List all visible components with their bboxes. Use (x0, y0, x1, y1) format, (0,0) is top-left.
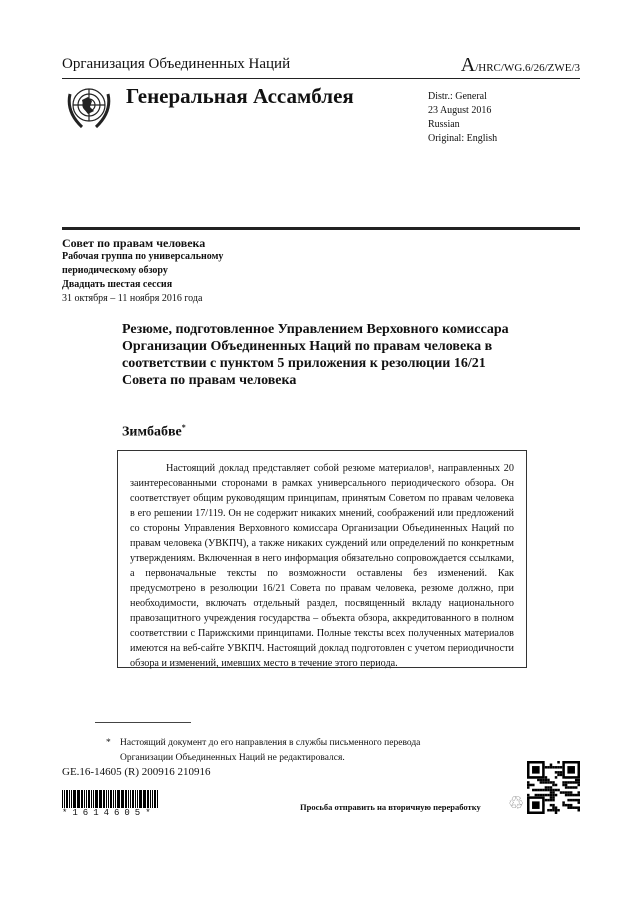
recycle-note: Просьба отправить на вторичную переработку (300, 802, 481, 812)
council-name: Совет по правам человека (62, 236, 206, 250)
footnote-line: Настоящий документ до его направления в службы письменного перевода (120, 738, 421, 748)
recycle-icon: ♲ (508, 793, 525, 813)
un-emblem-icon (64, 82, 114, 132)
original-language-line: Original: English (428, 133, 498, 144)
footnote-line: Организации Объединенных Наций не редактировался. (120, 753, 345, 763)
footnote (106, 736, 420, 766)
document-title: Резюме, подготовленное Управлением Верховного комиссара Организации Объединенных Наций по правам человека в соответствии с пунктом 5 приложения к резолюции 16/21 Совета по правам человека (122, 322, 509, 388)
barcode-number: *1614605* (62, 808, 156, 818)
symbol-prefix: A (460, 54, 476, 76)
country-heading (122, 423, 186, 441)
language-line: Russian (428, 119, 460, 130)
distribution-info (428, 90, 497, 146)
date-line: 23 August 2016 (428, 105, 492, 116)
symbol-code: /HRC/WG.6/26/ZWE/3 (475, 62, 580, 74)
session-dates: 31 октября – 11 ноября 2016 года (62, 293, 203, 304)
body-title: Генеральная Ассамблея (126, 84, 354, 108)
document-symbol (461, 54, 580, 77)
thick-rule (62, 227, 580, 230)
summary-box: Настоящий доклад представляет собой резюме материалов¹, направленных 20 заинтересованными сторонами в рамках универсального периодического обзора. Он соответствует общим руководящим принципам, принятым Советом по правам человека в его решении 17/119. Он не содержит никаких мнений, соображений или предложений со стороны Управления Верховного комиссара Организации Объединенных Наций по правам человека (УВКПЧ), а также никаких суждений или определений по конкретным утверждениям. Включенная в него информация обязательно сопровождается ссылками, а первоначальные тексты по возможности оставлены без изменений. Как предусмотрено в резолюции 16/21 Совета по правам человека, резюме должно, при необходимости, включать отдельный раздел, посвященный вкладу национального правозащитного учреждения государства – объекта обзора, аккредитованного в полном соответствии с Парижскими принципами. Полные тексты всех полученных материалов имеются на веб-сайте УВКПЧ. Настоящий доклад подготовлен с учетом периодичности обзора и изменений, имевших место в течение этого периода. (117, 450, 527, 668)
barcode-icon (62, 790, 158, 808)
footnote-mark: * (181, 423, 186, 432)
working-group-line2: периодическому обзору (62, 265, 168, 276)
ge-code: GE.16-14605 (R) 200916 210916 (62, 766, 211, 778)
distr-line: Distr.: General (428, 91, 487, 102)
footnote-star: * (106, 738, 111, 748)
working-group-line1: Рабочая группа по универсальному (62, 251, 224, 262)
header-rule (62, 78, 580, 79)
qr-code-icon (527, 761, 580, 814)
country-name: Зимбабве (122, 424, 182, 440)
session-name: Двадцать шестая сессия (62, 279, 173, 290)
session-info (62, 236, 223, 306)
footnote-rule (95, 722, 191, 723)
organization-name: Организация Объединенных Наций (62, 56, 291, 72)
